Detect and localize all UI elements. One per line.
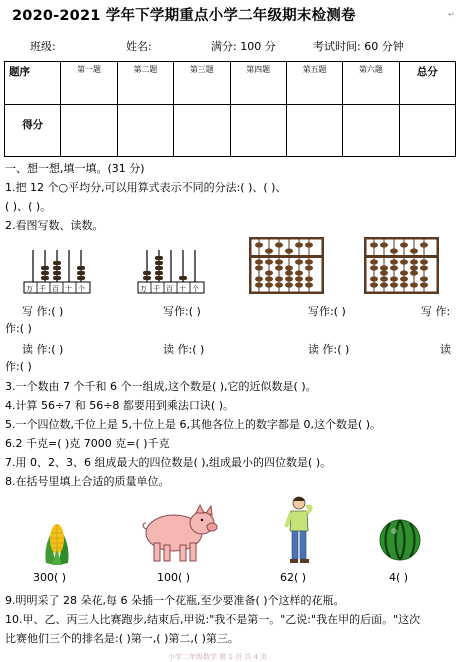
name-label: 姓名: <box>126 40 152 53</box>
question-10-line-2: 比赛他们三个的排名是:( )第一,( )第二,( )第三。 <box>5 632 239 645</box>
page-footer: 小学二年级数学 第 1 页 共 4 页 <box>168 653 268 661</box>
section-heading: 一、想一想,填一填。(31 分) <box>5 162 145 175</box>
exam-time-label: 考试时间: 60 分钟 <box>313 40 404 53</box>
corn-image <box>40 519 74 567</box>
question-1-line-2: ( )、( )。 <box>5 200 52 213</box>
cell-q3: 第三题 <box>174 62 230 105</box>
cell-q2: 第二题 <box>117 62 173 105</box>
item-answer-corn: 300( ) <box>33 571 67 584</box>
read-answer-4-label: 读 <box>440 343 451 356</box>
abacus-2-image <box>136 244 212 296</box>
cell-q5: 第五题 <box>286 62 342 105</box>
cell-total: 总分 <box>399 62 455 105</box>
question-5: 5.一个四位数,千位上是 5,十位上是 6,其他各位上的数字都是 0,这个数是( )。 <box>5 418 382 431</box>
paragraph-mark: ↵ <box>448 10 455 19</box>
question-4: 4.计算 56÷7 和 56÷8 都要用到乘法口诀( )。 <box>5 399 234 412</box>
place-label-qian: 千 <box>39 285 46 293</box>
item-answer-man: 62( ) <box>280 571 307 584</box>
full-score-label: 满分: 100 分 <box>211 40 276 53</box>
place-label-bai: 百 <box>166 285 173 293</box>
write-answer-1: 写 作:( ) <box>22 305 64 318</box>
cell-q4: 第四题 <box>230 62 286 105</box>
question-2: 2.看图写数、读数。 <box>5 219 104 232</box>
place-label-shi: 十 <box>65 285 72 293</box>
question-10-line-1: 10.甲、乙、丙三人比赛跑步,结束后,甲说:"我不是第一。"乙说:"我在甲的后面。"这次 <box>5 613 421 626</box>
place-label-qian: 千 <box>153 285 160 293</box>
place-label-ge: 个 <box>192 285 199 293</box>
pig-image <box>140 503 218 565</box>
place-label-bai: 百 <box>52 285 59 293</box>
write-answer-2: 写作:( ) <box>163 305 201 318</box>
item-answer-pig: 100( ) <box>157 571 191 584</box>
question-6: 6.2 千克=( )克 7000 克=( )千克 <box>5 437 170 450</box>
score-cell-total[interactable] <box>399 105 455 157</box>
cell-q6: 第六题 <box>343 62 399 105</box>
abacus-1-image <box>22 244 98 296</box>
item-answer-watermelon: 4( ) <box>389 571 409 584</box>
place-label-wan: 万 <box>26 285 33 293</box>
score-cell[interactable] <box>117 105 173 157</box>
place-label-ge: 个 <box>78 285 85 293</box>
question-1-line-1: 1.把 12 个○平均分,可以用算式表示不同的分法:( )、( )、 <box>5 181 287 194</box>
score-cell[interactable] <box>174 105 230 157</box>
write-answer-4-cont: 作:( ) <box>5 322 32 335</box>
score-table <box>4 61 456 157</box>
question-9: 9.明明采了 28 朵花,每 6 朵插一个花瓶,至少要准备( )个这样的花瓶。 <box>5 594 345 607</box>
question-7: 7.用 0、2、3、6 组成最大的四位数是( ),组成最小的四位数是( )。 <box>5 456 332 469</box>
cell-question-order: 题序 <box>5 62 61 105</box>
place-label-shi: 十 <box>179 285 186 293</box>
cell-score-label: 得分 <box>5 105 61 157</box>
place-label-wan: 万 <box>140 285 147 293</box>
read-answer-2: 读 作:( ) <box>163 343 205 356</box>
score-cell[interactable] <box>343 105 399 157</box>
question-8: 8.在括号里填上合适的质量单位。 <box>5 475 170 488</box>
framed-abacus-3-image <box>249 237 324 294</box>
read-answer-4-cont: 作:( ) <box>5 360 32 373</box>
man-image <box>282 495 316 565</box>
read-answer-3: 读 作:( ) <box>308 343 350 356</box>
question-3: 3.一个数由 7 个千和 6 个一组成,这个数是( ),它的近似数是( )。 <box>5 380 317 393</box>
score-cell[interactable] <box>286 105 342 157</box>
watermelon-image <box>378 518 422 562</box>
score-table-score-row <box>5 105 456 157</box>
class-label: 班级: <box>30 40 56 53</box>
write-answer-3: 写作:( ) <box>308 305 346 318</box>
score-cell[interactable] <box>61 105 117 157</box>
score-cell[interactable] <box>230 105 286 157</box>
write-answer-4-label: 写 作: <box>421 305 451 318</box>
page-title: 2020-2021 学年下学期重点小学二年级期末检测卷 <box>12 8 356 24</box>
cell-q1: 第一题 <box>61 62 117 105</box>
read-answer-1: 读 作:( ) <box>22 343 64 356</box>
score-table-header-row <box>5 62 456 105</box>
framed-abacus-4-image <box>364 237 439 294</box>
